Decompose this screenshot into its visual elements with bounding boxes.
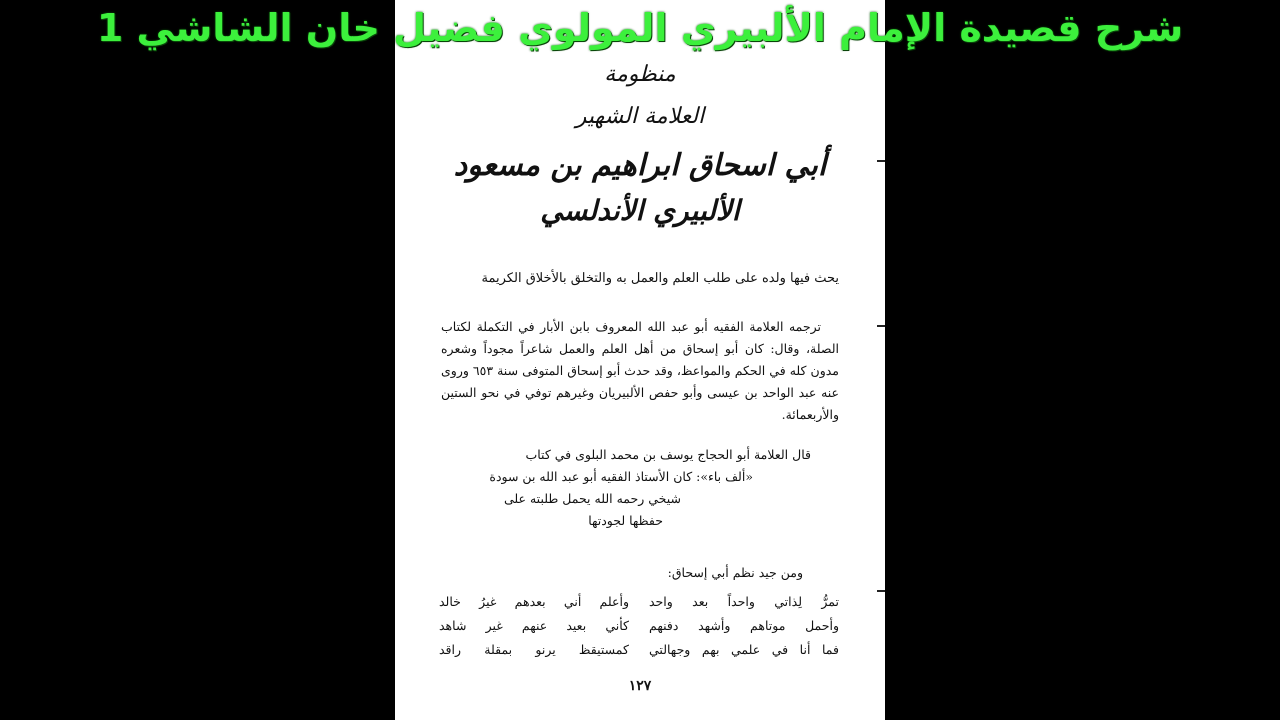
heading-line: الألبيري الأندلسي xyxy=(540,194,740,227)
verses-intro: ومن جيد نظم أبي إسحاق: xyxy=(667,565,803,580)
document-page xyxy=(395,0,885,720)
verse-second-hemistich: كأني بعيد عنهم غير شاهد xyxy=(439,618,629,633)
heading-line: منظومة xyxy=(604,62,676,87)
verse-row xyxy=(439,590,839,614)
verse-row xyxy=(439,638,839,662)
verse-first-hemistich: تمرُّ لِذاتي واحداً بعد واحد xyxy=(649,594,839,609)
margin-tick xyxy=(877,590,885,592)
quote-line: حفظها لجودتها xyxy=(588,513,663,528)
verses-block xyxy=(439,590,839,662)
poem-subtitle: يحث فيها ولده على طلب العلم والعمل به والتخلق بالأخلاق الكريمة xyxy=(481,271,839,286)
video-title-overlay: شرح قصيدة الإمام الألبيري المولوي فضيل خان الشاشي 1 xyxy=(96,6,1184,50)
verse-second-hemistich: كمستيقظ يرنو بمقلة راقد xyxy=(439,642,629,657)
verse-row xyxy=(439,614,839,638)
quote-line: قال العلامة أبو الحجاج يوسف بن محمد البلوى في كتاب xyxy=(525,447,811,462)
verse-second-hemistich: وأعلم أني بعدهم غيرُ خالد xyxy=(439,594,629,609)
biography-paragraph: ترجمه العلامة الفقيه أبو عبد الله المعروف بابن الأبار في التكملة لكتاب الصلة، وقال: كان أبو إسحاق من أهل العلم والعمل شاعراً مجوداً وشعره مدون كله في الحكم والمواعظ، وقد حدث أبو إسحاق المتوفى سنة ٦٥٣ وروى عنه عبد الواحد بن عيسى وأبو حفص الألبيريان وغيرهم توفي في نحو الستين والأربعمائة. xyxy=(441,319,839,422)
page-number: ١٢٧ xyxy=(628,678,652,694)
quote-paragraph xyxy=(455,444,811,532)
verse-first-hemistich: وأحمل موتاهم وأشهد دفنهم xyxy=(649,618,839,633)
heading-line: العلامة الشهير xyxy=(575,104,705,129)
quote-line: «ألف باء»: كان الأستاذ الفقيه أبو عبد الله بن سودة xyxy=(489,469,753,484)
quote-line: شيخي رحمه الله يحمل طلبته على xyxy=(503,491,681,506)
heading-line: أبي اسحاق ابراهيم بن مسعود xyxy=(453,148,827,183)
verse-first-hemistich: فما أنا في علمي بهم وجهالتي xyxy=(649,642,839,657)
margin-tick xyxy=(877,325,885,327)
